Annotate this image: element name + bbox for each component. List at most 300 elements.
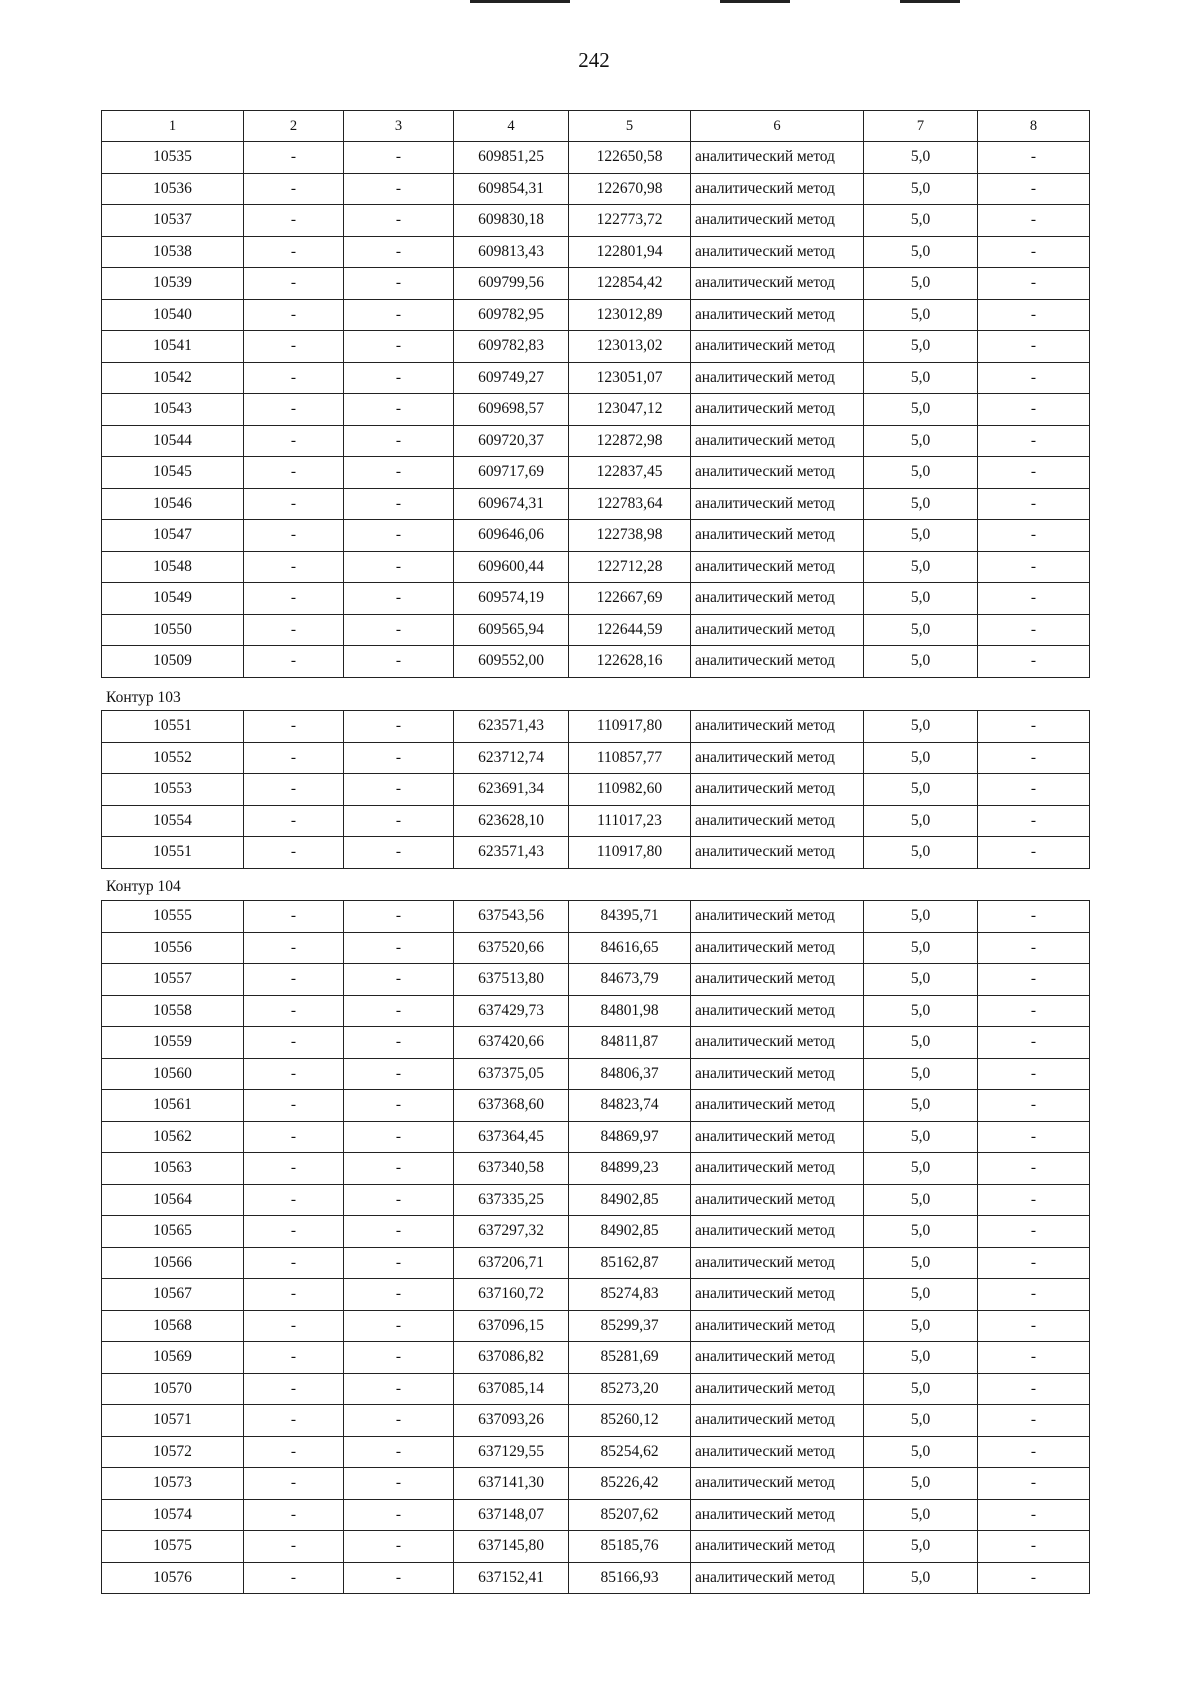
table-cell: аналитический метод — [691, 268, 864, 300]
table-cell: 637096,15 — [454, 1310, 569, 1342]
table-cell: - — [978, 1090, 1090, 1122]
table-cell: 5,0 — [864, 236, 978, 268]
table-cell: 110857,77 — [569, 742, 691, 774]
table-cell: - — [978, 932, 1090, 964]
table-row — [102, 205, 1090, 237]
table-cell: 10572 — [102, 1436, 244, 1468]
table-cell: - — [244, 362, 344, 394]
table-cell: 609854,31 — [454, 173, 569, 205]
table-cell: аналитический метод — [691, 932, 864, 964]
table-row — [102, 236, 1090, 268]
table-cell: 10539 — [102, 268, 244, 300]
table-cell: - — [344, 1090, 454, 1122]
table-cell: - — [978, 614, 1090, 646]
table-cell: 5,0 — [864, 1121, 978, 1153]
table-row — [102, 488, 1090, 520]
table-cell: аналитический метод — [691, 1090, 864, 1122]
table-cell: аналитический метод — [691, 1310, 864, 1342]
table-cell: - — [344, 236, 454, 268]
table-cell: - — [978, 583, 1090, 615]
table-cell: 5,0 — [864, 742, 978, 774]
table-cell: аналитический метод — [691, 1405, 864, 1437]
table-cell: - — [978, 646, 1090, 678]
table-cell: 5,0 — [864, 488, 978, 520]
table-cell: 10538 — [102, 236, 244, 268]
table-cell: - — [978, 331, 1090, 363]
table-row — [102, 1153, 1090, 1185]
table-cell: 609830,18 — [454, 205, 569, 237]
table-cell: аналитический метод — [691, 1499, 864, 1531]
table-cell: 10553 — [102, 774, 244, 806]
table-cell: - — [978, 520, 1090, 552]
table-cell: 10535 — [102, 142, 244, 174]
table-row — [102, 331, 1090, 363]
table-cell: 5,0 — [864, 1499, 978, 1531]
table-cell: - — [978, 1468, 1090, 1500]
table-cell: - — [244, 614, 344, 646]
table-cell: аналитический метод — [691, 805, 864, 837]
table-cell: - — [344, 742, 454, 774]
table-cell: 609720,37 — [454, 425, 569, 457]
table-cell: - — [978, 837, 1090, 869]
table-cell: 5,0 — [864, 205, 978, 237]
table-cell: аналитический метод — [691, 425, 864, 457]
table-cell: - — [344, 805, 454, 837]
table-cell: 5,0 — [864, 331, 978, 363]
table-row — [102, 394, 1090, 426]
table-cell: 122872,98 — [569, 425, 691, 457]
table-cell: 5,0 — [864, 1310, 978, 1342]
table-cell: 10548 — [102, 551, 244, 583]
table-cell: 637364,45 — [454, 1121, 569, 1153]
table-cell: - — [978, 236, 1090, 268]
table-cell: 123012,89 — [569, 299, 691, 331]
table-row — [102, 995, 1090, 1027]
column-header: 4 — [454, 111, 569, 142]
table-cell: 10557 — [102, 964, 244, 996]
table-cell: 5,0 — [864, 1562, 978, 1594]
table-cell: 10560 — [102, 1058, 244, 1090]
table-cell: - — [978, 1121, 1090, 1153]
table-row — [102, 742, 1090, 774]
table-cell: 10536 — [102, 173, 244, 205]
table-cell: 85226,42 — [569, 1468, 691, 1500]
table-cell: - — [244, 1058, 344, 1090]
table-cell: - — [344, 1499, 454, 1531]
table-cell: 122738,98 — [569, 520, 691, 552]
table-cell: - — [344, 1436, 454, 1468]
column-header: 6 — [691, 111, 864, 142]
table-header-row — [102, 111, 1090, 142]
table-cell: 10542 — [102, 362, 244, 394]
table-cell: 637520,66 — [454, 932, 569, 964]
table-cell: - — [244, 394, 344, 426]
contour-label: Контур 104 — [106, 878, 181, 895]
table-row — [102, 932, 1090, 964]
table-cell: 10569 — [102, 1342, 244, 1374]
table-cell: - — [344, 1027, 454, 1059]
table-cell: - — [344, 173, 454, 205]
table-cell: 5,0 — [864, 1153, 978, 1185]
table-row — [102, 646, 1090, 678]
table-cell: 123013,02 — [569, 331, 691, 363]
coordinates-table-block-2 — [101, 710, 1089, 869]
table-cell: 85274,83 — [569, 1279, 691, 1311]
table-cell: 5,0 — [864, 1279, 978, 1311]
table-cell: 5,0 — [864, 805, 978, 837]
table-cell: 10554 — [102, 805, 244, 837]
table-cell: 5,0 — [864, 142, 978, 174]
table-row — [102, 1121, 1090, 1153]
table-cell: - — [244, 1436, 344, 1468]
table-cell: 10547 — [102, 520, 244, 552]
table-row — [102, 1499, 1090, 1531]
table-cell: - — [344, 711, 454, 743]
table-cell: - — [978, 995, 1090, 1027]
table-cell: 609574,19 — [454, 583, 569, 615]
table-cell: 5,0 — [864, 1468, 978, 1500]
table-cell: 5,0 — [864, 425, 978, 457]
table-cell: 10556 — [102, 932, 244, 964]
column-header: 7 — [864, 111, 978, 142]
table-cell: 84811,87 — [569, 1027, 691, 1059]
table-cell: 5,0 — [864, 520, 978, 552]
table-cell: аналитический метод — [691, 1436, 864, 1468]
table-cell: - — [978, 1279, 1090, 1311]
table-cell: - — [244, 173, 344, 205]
table-cell: - — [344, 142, 454, 174]
table-cell: - — [978, 1247, 1090, 1279]
table-cell: - — [244, 805, 344, 837]
table-cell: 5,0 — [864, 614, 978, 646]
table-cell: 5,0 — [864, 551, 978, 583]
table-cell: 637429,73 — [454, 995, 569, 1027]
table-cell: 637375,05 — [454, 1058, 569, 1090]
table-cell: - — [978, 1562, 1090, 1594]
table-cell: - — [978, 1531, 1090, 1563]
table-cell: 637152,41 — [454, 1562, 569, 1594]
table-cell: 84806,37 — [569, 1058, 691, 1090]
table-cell: - — [244, 1279, 344, 1311]
table-cell: 609698,57 — [454, 394, 569, 426]
table-cell: - — [244, 1562, 344, 1594]
table-cell: - — [344, 362, 454, 394]
table-cell: 637085,14 — [454, 1373, 569, 1405]
table-cell: 637129,55 — [454, 1436, 569, 1468]
table-cell: 84902,85 — [569, 1184, 691, 1216]
table-cell: аналитический метод — [691, 614, 864, 646]
table-cell: 637141,30 — [454, 1468, 569, 1500]
table-cell: аналитический метод — [691, 1058, 864, 1090]
table-cell: 110982,60 — [569, 774, 691, 806]
table-cell: 637086,82 — [454, 1342, 569, 1374]
table-row — [102, 173, 1090, 205]
table-cell: - — [344, 1405, 454, 1437]
table-cell: - — [344, 394, 454, 426]
table-row — [102, 1405, 1090, 1437]
table-row — [102, 299, 1090, 331]
table-cell: - — [978, 299, 1090, 331]
table-cell: - — [978, 173, 1090, 205]
table-cell: 85185,76 — [569, 1531, 691, 1563]
table-cell: 637160,72 — [454, 1279, 569, 1311]
table-cell: - — [978, 268, 1090, 300]
table-cell: 10562 — [102, 1121, 244, 1153]
table-cell: - — [244, 583, 344, 615]
table-cell: - — [978, 1499, 1090, 1531]
table-cell: 122712,28 — [569, 551, 691, 583]
table-cell: 637340,58 — [454, 1153, 569, 1185]
table-cell: - — [244, 1531, 344, 1563]
table-cell: аналитический метод — [691, 1562, 864, 1594]
table-cell: 122644,59 — [569, 614, 691, 646]
table-cell: 5,0 — [864, 1216, 978, 1248]
table-cell: аналитический метод — [691, 236, 864, 268]
table-cell: - — [978, 394, 1090, 426]
table-cell: 10566 — [102, 1247, 244, 1279]
table-cell: 609717,69 — [454, 457, 569, 489]
table-cell: - — [244, 932, 344, 964]
table-cell: 85162,87 — [569, 1247, 691, 1279]
table-cell: аналитический метод — [691, 1027, 864, 1059]
table-cell: - — [244, 1121, 344, 1153]
table-cell: 609565,94 — [454, 614, 569, 646]
table-cell: 110917,80 — [569, 837, 691, 869]
table-cell: - — [244, 742, 344, 774]
table-cell: - — [244, 901, 344, 933]
table-cell: - — [344, 646, 454, 678]
table-cell: - — [978, 1216, 1090, 1248]
table-cell: аналитический метод — [691, 488, 864, 520]
table-row — [102, 1310, 1090, 1342]
table-cell: - — [344, 901, 454, 933]
table-cell: 5,0 — [864, 646, 978, 678]
table-row — [102, 520, 1090, 552]
table-cell: 123047,12 — [569, 394, 691, 426]
table-cell: - — [244, 1468, 344, 1500]
table-cell: аналитический метод — [691, 1121, 864, 1153]
table-cell: аналитический метод — [691, 711, 864, 743]
table-cell: 5,0 — [864, 362, 978, 394]
table-cell: 637145,80 — [454, 1531, 569, 1563]
table-cell: 85281,69 — [569, 1342, 691, 1374]
table-cell: - — [244, 1499, 344, 1531]
table-cell: 5,0 — [864, 837, 978, 869]
table-cell: 5,0 — [864, 1058, 978, 1090]
table-cell: - — [978, 1058, 1090, 1090]
table-cell: - — [344, 1121, 454, 1153]
table-cell: - — [344, 614, 454, 646]
table-cell: аналитический метод — [691, 1247, 864, 1279]
table-cell: 85260,12 — [569, 1405, 691, 1437]
table-cell: - — [244, 1405, 344, 1437]
table-cell: аналитический метод — [691, 331, 864, 363]
table-cell: 5,0 — [864, 1436, 978, 1468]
table-cell: - — [344, 1531, 454, 1563]
table-row — [102, 551, 1090, 583]
table-cell: 10549 — [102, 583, 244, 615]
table-cell: - — [244, 995, 344, 1027]
table-cell: 10551 — [102, 837, 244, 869]
table-cell: 10563 — [102, 1153, 244, 1185]
table-cell: 5,0 — [864, 394, 978, 426]
table-cell: аналитический метод — [691, 299, 864, 331]
table-cell: - — [244, 520, 344, 552]
table-cell: - — [978, 362, 1090, 394]
table-cell: аналитический метод — [691, 1531, 864, 1563]
table-cell: аналитический метод — [691, 774, 864, 806]
table-cell: - — [344, 551, 454, 583]
table-cell: аналитический метод — [691, 173, 864, 205]
table-cell: 10543 — [102, 394, 244, 426]
table-cell: - — [344, 425, 454, 457]
table-cell: 85207,62 — [569, 1499, 691, 1531]
table-cell: 623691,34 — [454, 774, 569, 806]
table-row — [102, 1184, 1090, 1216]
table-cell: - — [344, 1468, 454, 1500]
table-row — [102, 425, 1090, 457]
table-cell: - — [344, 268, 454, 300]
table-row — [102, 1027, 1090, 1059]
table-cell: 123051,07 — [569, 362, 691, 394]
table-cell: аналитический метод — [691, 551, 864, 583]
table-cell: 5,0 — [864, 173, 978, 205]
table-cell: 10540 — [102, 299, 244, 331]
table-cell: - — [344, 205, 454, 237]
table-cell: - — [344, 299, 454, 331]
table-cell: - — [344, 774, 454, 806]
table-cell: - — [244, 646, 344, 678]
table-row — [102, 614, 1090, 646]
table-cell: 10574 — [102, 1499, 244, 1531]
table-cell: - — [244, 268, 344, 300]
table-cell: 110917,80 — [569, 711, 691, 743]
table-cell: 5,0 — [864, 1027, 978, 1059]
table-cell: 84869,97 — [569, 1121, 691, 1153]
table-cell: 84902,85 — [569, 1216, 691, 1248]
table-cell: 10565 — [102, 1216, 244, 1248]
table-cell: 623712,74 — [454, 742, 569, 774]
table-cell: - — [978, 1342, 1090, 1374]
table-cell: - — [344, 1247, 454, 1279]
table-cell: 84899,23 — [569, 1153, 691, 1185]
table-row — [102, 1468, 1090, 1500]
table-cell: аналитический метод — [691, 1373, 864, 1405]
table-cell: - — [978, 1027, 1090, 1059]
table-cell: аналитический метод — [691, 742, 864, 774]
table-cell: - — [978, 1373, 1090, 1405]
table-cell: 5,0 — [864, 1531, 978, 1563]
table-row — [102, 711, 1090, 743]
table-cell: 637543,56 — [454, 901, 569, 933]
table-cell: аналитический метод — [691, 995, 864, 1027]
table-cell: - — [244, 457, 344, 489]
table-cell: 5,0 — [864, 583, 978, 615]
table-row — [102, 1562, 1090, 1594]
table-cell: аналитический метод — [691, 646, 864, 678]
table-cell: 10568 — [102, 1310, 244, 1342]
table-cell: 84616,65 — [569, 932, 691, 964]
table-cell: аналитический метод — [691, 583, 864, 615]
table-cell: 85299,37 — [569, 1310, 691, 1342]
table-cell: 10545 — [102, 457, 244, 489]
table-cell: 623571,43 — [454, 711, 569, 743]
table-cell: - — [978, 425, 1090, 457]
table-cell: аналитический метод — [691, 1279, 864, 1311]
table-row — [102, 805, 1090, 837]
table-cell: 637093,26 — [454, 1405, 569, 1437]
table-cell: аналитический метод — [691, 1184, 864, 1216]
table-row — [102, 774, 1090, 806]
table-cell: 10509 — [102, 646, 244, 678]
table-cell: 122670,98 — [569, 173, 691, 205]
table-cell: аналитический метод — [691, 1153, 864, 1185]
coordinates-table-block-1 — [101, 110, 1089, 678]
contour-label: Контур 103 — [106, 689, 181, 706]
table-cell: - — [344, 1342, 454, 1374]
table-cell: 5,0 — [864, 901, 978, 933]
table-row — [102, 1090, 1090, 1122]
table-cell: 623571,43 — [454, 837, 569, 869]
table-cell: 84673,79 — [569, 964, 691, 996]
table-row — [102, 457, 1090, 489]
table-cell: 637513,80 — [454, 964, 569, 996]
table-cell: - — [244, 236, 344, 268]
table-cell: 10552 — [102, 742, 244, 774]
table-cell: - — [244, 1247, 344, 1279]
table-cell: - — [978, 711, 1090, 743]
table-cell: аналитический метод — [691, 1216, 864, 1248]
scan-edge-mark — [720, 0, 790, 3]
table-cell: 10573 — [102, 1468, 244, 1500]
table-cell: аналитический метод — [691, 205, 864, 237]
table-cell: 5,0 — [864, 1373, 978, 1405]
scan-edge-mark — [900, 0, 960, 3]
table-cell: 5,0 — [864, 932, 978, 964]
table-cell: 5,0 — [864, 964, 978, 996]
table-cell: 85254,62 — [569, 1436, 691, 1468]
table-cell: - — [244, 774, 344, 806]
table-cell: - — [244, 837, 344, 869]
table-cell: - — [978, 1310, 1090, 1342]
table-cell: - — [344, 1310, 454, 1342]
table-cell: - — [344, 520, 454, 552]
table-cell: - — [978, 1184, 1090, 1216]
table-cell: аналитический метод — [691, 520, 864, 552]
table-cell: - — [244, 711, 344, 743]
table-row — [102, 1436, 1090, 1468]
table-cell: 85273,20 — [569, 1373, 691, 1405]
table-cell: - — [244, 1342, 344, 1374]
table-cell: 122628,16 — [569, 646, 691, 678]
table-cell: 609799,56 — [454, 268, 569, 300]
scan-edge-mark — [470, 0, 570, 3]
coordinates-table — [101, 900, 1090, 1594]
table-cell: - — [344, 837, 454, 869]
table-cell: 10571 — [102, 1405, 244, 1437]
table-row — [102, 583, 1090, 615]
table-row — [102, 1342, 1090, 1374]
table-cell: - — [344, 1153, 454, 1185]
table-cell: 10567 — [102, 1279, 244, 1311]
table-cell: - — [344, 1216, 454, 1248]
table-cell: - — [244, 331, 344, 363]
table-cell: 5,0 — [864, 299, 978, 331]
table-cell: - — [344, 1562, 454, 1594]
table-cell: - — [244, 1216, 344, 1248]
table-row — [102, 1279, 1090, 1311]
table-cell: 10575 — [102, 1531, 244, 1563]
